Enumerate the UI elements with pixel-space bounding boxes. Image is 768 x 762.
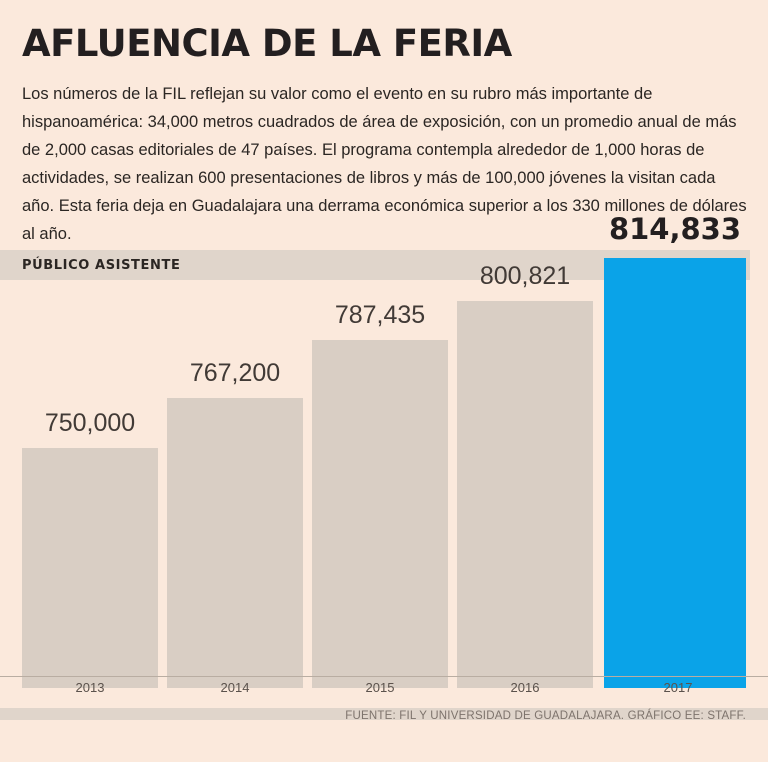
bar-2017[interactable]: [604, 258, 746, 688]
bar-2014[interactable]: [167, 398, 303, 688]
x-tick-2013: 2013: [75, 680, 105, 695]
bar-2015[interactable]: [312, 340, 448, 688]
page-title: AFLUENCIA DE LA FERIA: [22, 22, 512, 65]
bar-value-2013: 750,000: [44, 409, 136, 437]
bar-value-2014: 767,200: [189, 359, 281, 387]
x-tick-2017: 2017: [663, 680, 693, 695]
x-tick-2015: 2015: [365, 680, 395, 695]
bar-value-2015: 787,435: [334, 301, 426, 329]
intro-paragraph: Los números de la FIL reflejan su valor como el evento en su rubro más importante de hispanoamérica: 34,000 metros cuadrados de área de exposición, con un promedio anual de más de 2,000 casas editoriales de 47 países. El programa contempla alrededor de 1,000 horas de actividades, se realizan 600 presentaciones de libros y más de 100,000 jóvenes la visitan cada año. Esta feria deja en Guadalajara una derrama económica superior a los 330 millones de dólares al año.: [22, 85, 747, 243]
x-tick-2016: 2016: [510, 680, 540, 695]
x-tick-2014: 2014: [220, 680, 250, 695]
bar-value-2016: 800,821: [479, 262, 571, 290]
x-axis-line: [0, 676, 768, 677]
bar-2013[interactable]: [22, 448, 158, 688]
section-header-label: PÚBLICO ASISTENTE: [22, 258, 181, 273]
bar-2016[interactable]: [457, 301, 593, 688]
bar-value-2017: 814,833: [608, 212, 742, 246]
source-note: FUENTE: FIL Y UNIVERSIDAD DE GUADALAJARA. GRÁFICO EE: STAFF.: [345, 710, 746, 722]
